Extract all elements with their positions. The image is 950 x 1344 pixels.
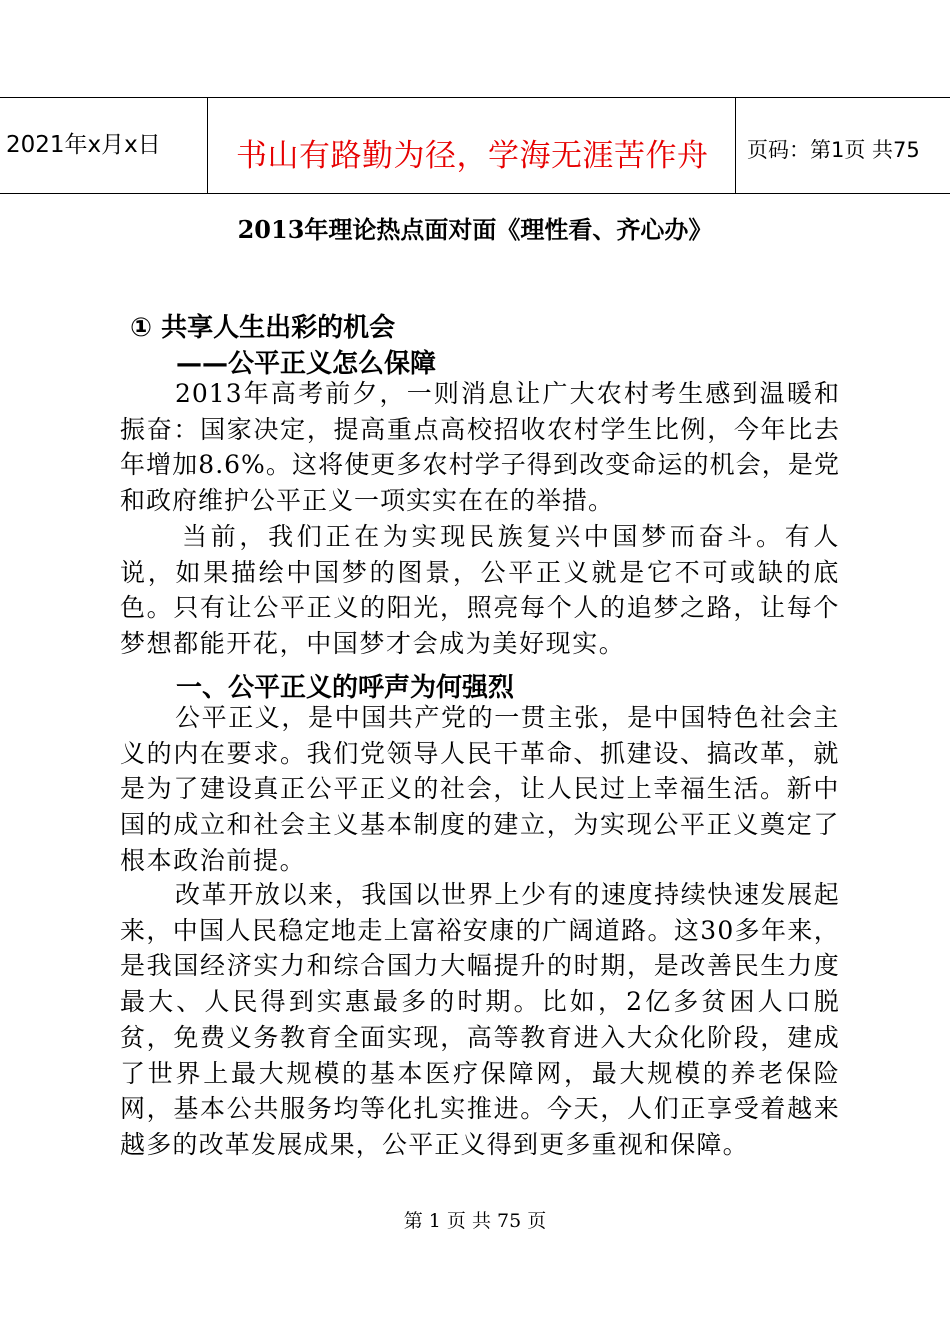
paragraph-3: 公平正义，是中国共产党的一贯主张，是中国特色社会主义的内在要求。我们党领导人民干革命、抓建设、搞改革，就是为了建设真正公平正义的社会，让人民过上幸福生活。新中国的成立和社会主义基本制度的建立，为实现公平正义奠定了根本政治前提。 (120, 703, 841, 875)
header-motto-cell (208, 98, 736, 193)
section2-heading: 一、公平正义的呼声为何强烈 (176, 673, 515, 703)
paragraph-4: 改革开放以来，我国以世界上少有的速度持续快速发展起来，中国人民稳定地走上富裕安康的广阔道路。这30多年来，是我国经济实力和综合国力大幅提升的时期，是改善民生力度最大、人民得到实惠最多的时期。比如，2亿多贫困人口脱贫，免费义务教育全面实现，高等教育进入大众化阶段，建成了世界上最大规模的基本医疗保障网，最大规模的养老保险网，基本公共服务均等化扎实推进。今天，人们正享受着越来越多的改革发展成果，公平正义得到更多重视和保障。 (120, 880, 840, 1159)
header-table (0, 97, 950, 194)
header-page-info: 页码：第1页 共75 (747, 138, 920, 162)
header-motto: 书山有路勤为径，学海无涯苦作舟 (236, 138, 709, 174)
document-title: 2013年理论热点面对面《理性看、齐心办》 (237, 215, 713, 244)
header-page-cell (737, 98, 950, 193)
paragraph-1: 2013年高考前夕，一则消息让广大农村考生感到温暖和振奋：国家决定，提高重点高校招收农村学生比例，今年比去年增加8.6%。这将使更多农村学子得到改变命运的机会，是党和政府维护公平正义一项实实在在的举措。 (120, 379, 840, 516)
paragraph-2: 当前，我们正在为实现民族复兴中国梦而奋斗。有人说，如果描绘中国梦的图景，公平正义就是它不可或缺的底色。只有让公平正义的阳光，照亮每个人的追梦之路，让每个梦想都能开花，中国梦才会成为美好现实。 (120, 522, 840, 659)
section1-heading: ① 共享人生出彩的机会 (130, 313, 396, 343)
header-date-cell (0, 98, 208, 193)
header-date: 2021年x月x日 (6, 132, 161, 158)
page-footer: 第 1 页 共 75 页 (403, 1210, 547, 1232)
section1-subheading: ——公平正义怎么保障 (176, 349, 437, 379)
